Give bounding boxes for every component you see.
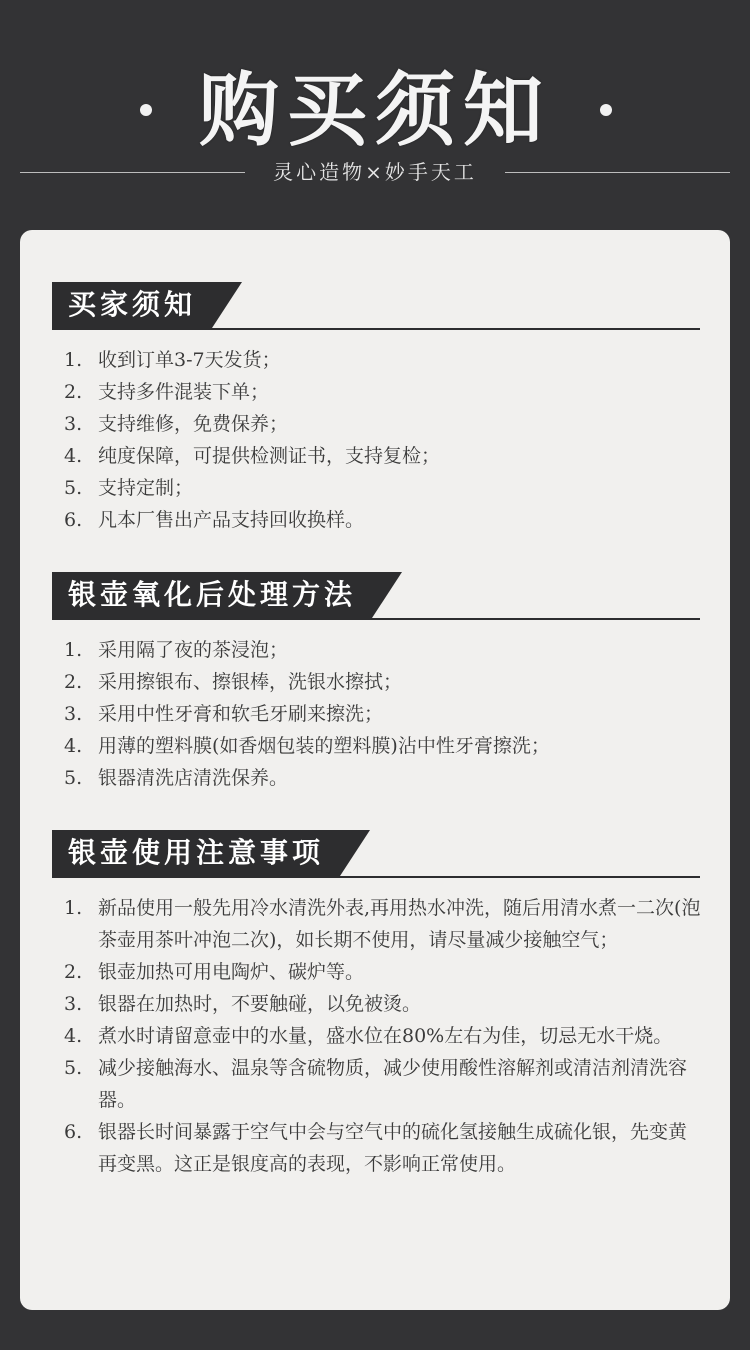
item-number: 3. bbox=[64, 413, 83, 435]
item-text: 减少接触海水、温泉等含硫物质，减少使用酸性溶解剂或清洁剂清洗容器。 bbox=[98, 1057, 688, 1111]
item-text: 收到订单3-7天发货； bbox=[98, 349, 281, 371]
page-header bbox=[0, 0, 750, 230]
list-item bbox=[64, 344, 704, 376]
page-subtitle: 灵心造物×妙手天工 bbox=[273, 160, 477, 184]
list-item bbox=[64, 892, 704, 956]
item-number: 2. bbox=[64, 671, 83, 693]
section-divider bbox=[52, 328, 700, 330]
item-number: 1. bbox=[64, 897, 83, 919]
item-number: 6. bbox=[64, 1121, 83, 1143]
item-text: 用薄的塑料膜(如香烟包装的塑料膜)沾中性牙膏擦洗； bbox=[98, 735, 550, 757]
item-number: 5. bbox=[64, 477, 83, 499]
item-text: 支持多件混装下单； bbox=[98, 381, 270, 403]
item-number: 5. bbox=[64, 767, 83, 789]
item-number: 6. bbox=[64, 509, 83, 531]
usage-list bbox=[64, 892, 704, 1180]
item-number: 4. bbox=[64, 1025, 83, 1047]
list-item bbox=[64, 730, 704, 762]
list-item bbox=[64, 376, 704, 408]
list-item bbox=[64, 504, 704, 536]
section-divider bbox=[52, 876, 700, 878]
notice-list bbox=[64, 344, 704, 536]
list-item bbox=[64, 698, 704, 730]
title-row bbox=[0, 62, 750, 162]
care-list bbox=[64, 634, 704, 794]
item-number: 3. bbox=[64, 993, 83, 1015]
list-item bbox=[64, 1020, 704, 1052]
item-number: 3. bbox=[64, 703, 83, 725]
list-item bbox=[64, 1116, 704, 1180]
list-item bbox=[64, 762, 704, 794]
content-card bbox=[20, 230, 730, 1310]
item-text: 支持维修，免费保养； bbox=[98, 413, 289, 435]
list-item bbox=[64, 634, 704, 666]
subtitle-divider-right bbox=[505, 172, 730, 173]
section-header bbox=[20, 830, 730, 878]
list-item bbox=[64, 666, 704, 698]
section-oxidation-care bbox=[20, 572, 730, 794]
item-text: 采用擦银布、擦银棒，洗银水擦拭； bbox=[98, 671, 403, 693]
item-text: 银壶加热可用电陶炉、碳炉等。 bbox=[98, 961, 365, 983]
section-divider bbox=[52, 618, 700, 620]
list-item bbox=[64, 440, 704, 472]
item-number: 1. bbox=[64, 349, 83, 371]
subtitle-row bbox=[0, 158, 750, 188]
list-item bbox=[64, 956, 704, 988]
page-title: 购买须知 bbox=[199, 63, 551, 157]
item-number: 1. bbox=[64, 639, 83, 661]
item-text: 采用中性牙膏和软毛牙刷来擦洗； bbox=[98, 703, 384, 725]
section-title: 银壶氧化后处理方法 bbox=[52, 572, 372, 618]
item-number: 4. bbox=[64, 445, 83, 467]
item-text: 新品使用一般先用冷水清洗外表,再用热水冲洗，随后用清水煮一二次(泡茶壶用茶叶冲泡二次)，如长期不使用，请尽量减少接触空气； bbox=[98, 897, 701, 951]
item-number: 4. bbox=[64, 735, 83, 757]
item-text: 纯度保障，可提供检测证书，支持复检； bbox=[98, 445, 441, 467]
item-text: 采用隔了夜的茶浸泡； bbox=[98, 639, 289, 661]
list-item bbox=[64, 988, 704, 1020]
title-dot-right bbox=[600, 104, 612, 116]
section-title: 买家须知 bbox=[52, 282, 212, 328]
item-text: 煮水时请留意壶中的水量，盛水位在80%左右为佳，切忌无水干烧。 bbox=[98, 1025, 673, 1047]
section-usage-notes bbox=[20, 830, 730, 1180]
item-text: 银器清洗店清洗保养。 bbox=[98, 767, 289, 789]
list-item bbox=[64, 472, 704, 504]
item-text: 支持定制； bbox=[98, 477, 194, 499]
section-header bbox=[20, 572, 730, 620]
item-number: 2. bbox=[64, 961, 83, 983]
list-item bbox=[64, 408, 704, 440]
item-number: 2. bbox=[64, 381, 83, 403]
section-title: 银壶使用注意事项 bbox=[52, 830, 340, 876]
section-header bbox=[20, 282, 730, 330]
item-number: 5. bbox=[64, 1057, 83, 1079]
item-text: 银器长时间暴露于空气中会与空气中的硫化氢接触生成硫化银，先变黄再变黑。这正是银度高的表现，不影响正常使用。 bbox=[98, 1121, 688, 1175]
list-item bbox=[64, 1052, 704, 1116]
item-text: 银器在加热时，不要触碰，以免被烫。 bbox=[98, 993, 422, 1015]
item-text: 凡本厂售出产品支持回收换样。 bbox=[98, 509, 365, 531]
subtitle-divider-left bbox=[20, 172, 245, 173]
section-buyer-notice bbox=[20, 282, 730, 536]
